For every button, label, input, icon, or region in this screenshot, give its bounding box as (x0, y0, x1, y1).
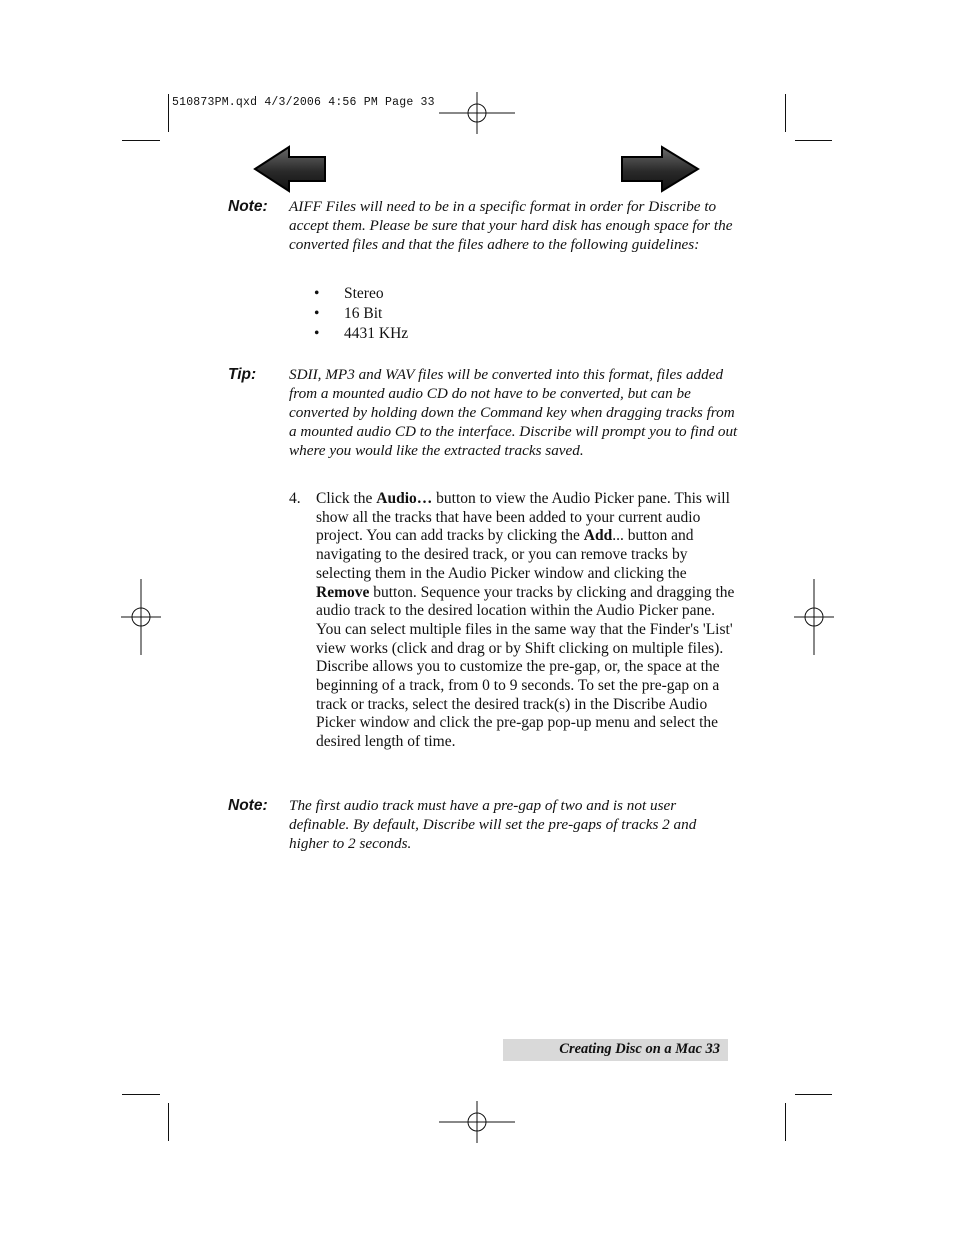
audio-button-name: Audio… (376, 490, 433, 507)
crop-mark-bl-vertical (168, 1103, 169, 1141)
list-item (314, 304, 408, 324)
step-text-part: Click the (316, 490, 377, 507)
note-text: The first audio track must have a pre-gap of two and is not user definable. By default, Discribe will set the pre-gaps of tracks 2 and higher to 2 seconds. (289, 797, 697, 852)
left-arrow-icon[interactable] (253, 145, 327, 193)
list-item-text: 4431 KHz (344, 325, 409, 342)
list-item-text: Stereo (344, 285, 384, 302)
registration-mark-right (794, 579, 834, 655)
crop-mark-tl-vertical (168, 94, 169, 132)
list-item (314, 324, 408, 344)
step-text-part: ... button and navigating to the desired track, or you can remove tracks by selecting them in the Audio Picker window and clicking the (316, 527, 694, 582)
crop-mark-br-horizontal (795, 1094, 832, 1095)
bullet-icon: • (314, 285, 320, 302)
list-item-text: 16 Bit (344, 305, 383, 322)
list-item (314, 284, 408, 304)
note-label: Note: (228, 198, 268, 215)
registration-mark-top (439, 92, 515, 134)
note-label: Note: (228, 797, 268, 814)
format-guidelines-list (314, 284, 408, 344)
tip-text: SDII, MP3 and WAV files will be converted into this format, files added from a mounted audio CD do not have to be converted, but can be converted by holding down the Command key when dragging tracks from a mounted audio CD to the interface. Discribe will prompt you to find out where you would like the extracted tracks saved. (289, 366, 738, 459)
crop-mark-bl-horizontal (122, 1094, 160, 1095)
note-text: AIFF Files will need to be in a specific format in order for Discribe to accept them. Please be sure that your hard disk has enough space for the converted files and that the files adhere to the following guidelines: (289, 198, 733, 253)
remove-button-name: Remove (316, 583, 370, 601)
step-text-part: button to view the Audio Picker pane. This will show all the tracks that have been added to your current audio project. You can add tracks by clicking the (316, 490, 730, 545)
registration-mark-left (121, 579, 161, 655)
add-button-name: Add (583, 527, 613, 545)
crop-mark-br-vertical (785, 1103, 786, 1141)
crop-mark-tl-horizontal (122, 140, 160, 141)
crop-mark-tr-horizontal (795, 140, 832, 141)
registration-mark-bottom (439, 1101, 515, 1143)
page-footer (503, 1039, 728, 1061)
slug-line: 510873PM.qxd 4/3/2006 4:56 PM Page 33 (172, 96, 435, 109)
step-text-part: button. Sequence your tracks by clicking and dragging the audio track to the desired location within the Audio Picker pane. You can select multiple files in the same way that the Finder's 'List' view works (click and drag or by Shift clicking on multiple files). Discribe allows you to customize the pre-gap, or, the space at the beginning of a track, from 0 to 9 seconds. To set the pre-gap on a track or tracks, select the desired track(s) in the Discribe Audio Picker window and click the pre-gap pop-up menu and select the desired length of time. (316, 583, 735, 751)
footer-title-page-number: Creating Disc on a Mac 33 (559, 1041, 720, 1057)
right-arrow-icon[interactable] (620, 145, 700, 193)
crop-mark-tr-vertical (785, 94, 786, 132)
bullet-icon: • (314, 325, 320, 342)
step-4-text (316, 490, 736, 752)
tip-label: Tip: (228, 366, 257, 383)
step-number: 4. (289, 490, 301, 507)
bullet-icon: • (314, 305, 320, 322)
